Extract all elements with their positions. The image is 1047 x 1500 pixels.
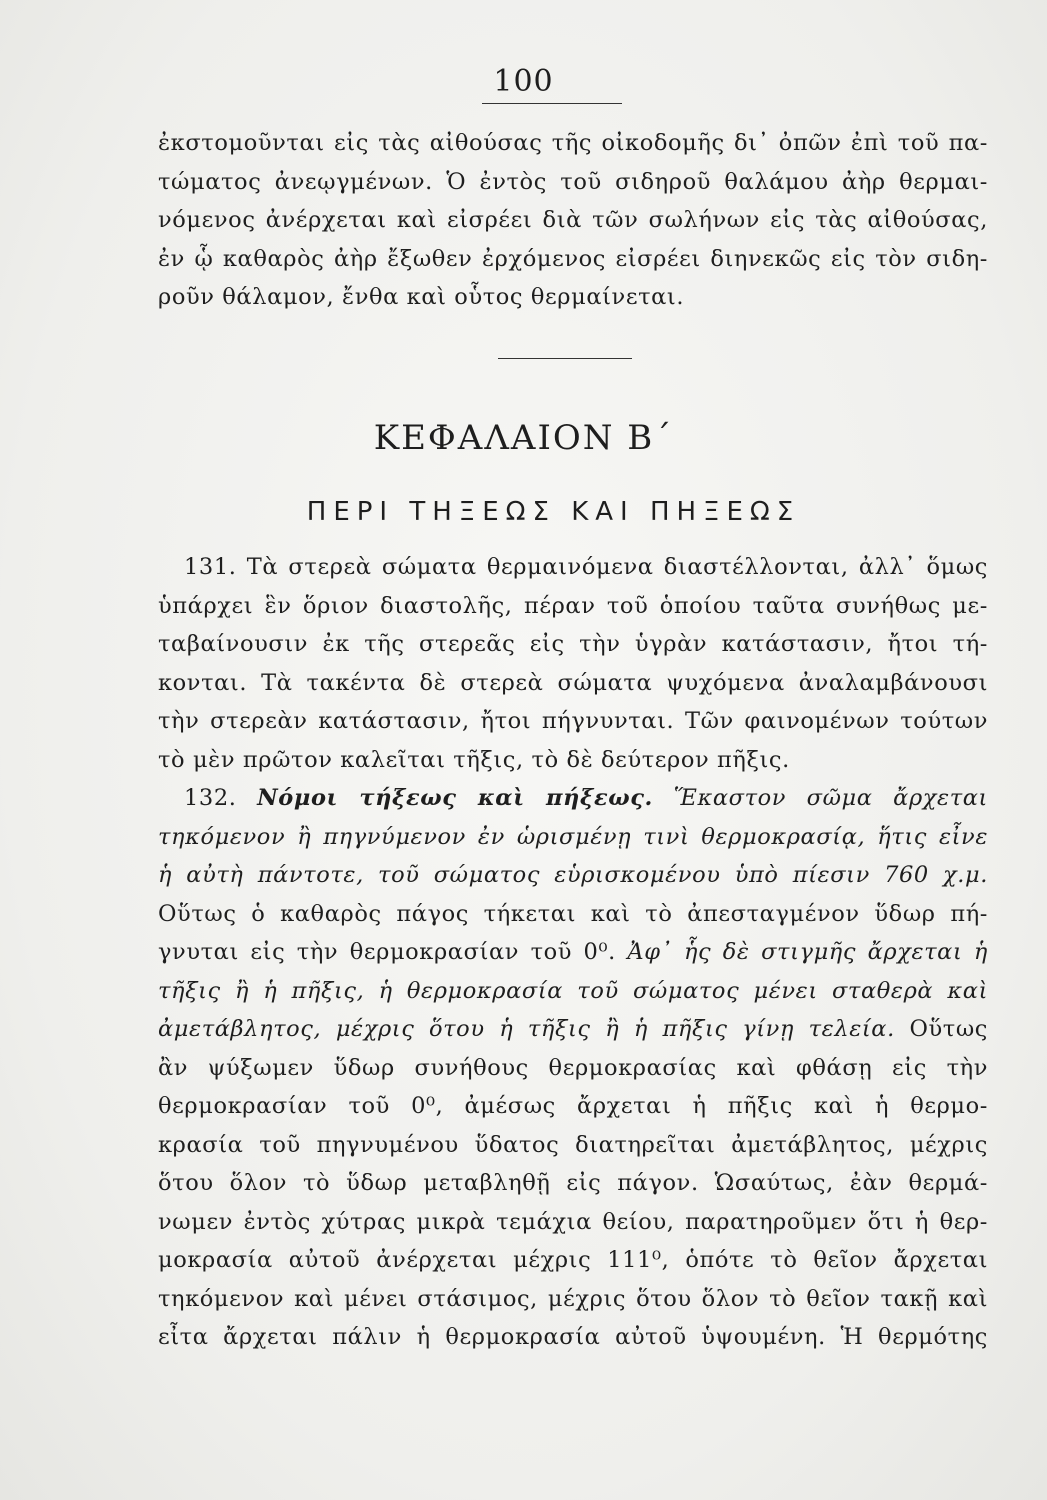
text-line: τὴν στερεὰν κατάστασιν, ἤτοι πήγνυνται. Τῶν φαινομένων τούτων <box>158 708 988 734</box>
top-paragraph <box>158 124 988 317</box>
section-divider <box>498 358 632 359</box>
text-line <box>158 1010 988 1049</box>
text-line: τώματος ἀνεῳγμένων. Ὁ ἐντὸς τοῦ σιδηροῦ θαλάμου ἀὴρ θερμαι- <box>158 168 988 195</box>
section-132 <box>158 779 988 1357</box>
section-131 <box>158 548 988 779</box>
text-line: τῆξις ἢ ἡ πῆξις, ἡ θερμοκρασία τοῦ σώματος μένει σταθερὰ καὶ <box>158 977 988 1004</box>
text-line: ὑπάρχει ἓν ὅριον διαστολῆς, πέραν τοῦ ὁποίου ταῦτα συνήθως με- <box>158 592 988 619</box>
page-number: 100 <box>493 64 554 99</box>
text-fragment: γνυται εἰς τὴν θερμοκρασίαν τοῦ 0⁰. <box>158 939 616 965</box>
text-line: τὸ μὲν πρῶτον καλεῖται τῆξις, τὸ δὲ δεύτερον πῆξις. <box>158 746 790 773</box>
text-line: ἐκστομοῦνται εἰς τὰς αἰθούσας τῆς οἰκοδομῆς δι᾽ ὀπῶν ἐπὶ τοῦ πα- <box>158 130 988 156</box>
text-line: ροῦν θάλαμον, ἔνθα καὶ οὗτος θερμαίνεται. <box>158 284 685 310</box>
text-fragment: ἀμετάβλητος, μέχρις ὅτου ἡ τῆξις ἢ ἡ πῆξις γίνῃ τελεία. <box>158 1016 895 1042</box>
header-rule <box>482 103 622 104</box>
text-fragment: Ἕκαστον σῶμα ἄρχεται <box>673 785 988 811</box>
text-line: Οὕτως ὁ καθαρὸς πάγος τήκεται καὶ τὸ ἀπεσταγμένον ὕδωρ πή- <box>158 900 988 927</box>
text-line <box>158 933 988 972</box>
text-fragment: Ἀφ᾽ ἧς δὲ στιγμῆς ἄρχεται ἡ <box>627 939 988 965</box>
text-line: νωμεν ἐντὸς χύτρας μικρὰ τεμάχια θείου, παρατηροῦμεν ὅτι ἡ θερ- <box>158 1208 988 1235</box>
text-line <box>158 779 988 818</box>
text-line: 131. Τὰ στερεὰ σώματα θερμαινόμενα διαστέλλονται, ἀλλ᾽ ὅμως <box>184 554 988 580</box>
text-fragment: Οὕτως <box>909 1016 988 1042</box>
text-line: ἂν ψύξωμεν ὕδωρ συνήθους θερμοκρασίας καὶ φθάσῃ εἰς τὴν <box>158 1054 988 1081</box>
text-line: ἡ αὐτὴ πάντοτε, τοῦ σώματος εὑρισκομένου ὑπὸ πίεσιν 760 χ.μ. <box>158 862 988 888</box>
text-line: θερμοκρασίαν τοῦ 0⁰, ἀμέσως ἄρχεται ἡ πῆξις καὶ ἡ θερμο- <box>158 1093 988 1119</box>
text-line: μοκρασία αὐτοῦ ἀνέρχεται μέχρις 111⁰, ὁπότε τὸ θεῖον ἄρχεται <box>158 1247 988 1273</box>
section-heading: Νόμοι τήξεως καὶ πήξεως. <box>257 785 653 811</box>
text-line: νόμενος ἀνέρχεται καὶ εἰσρέει διὰ τῶν σωλήνων εἰς τὰς αἰθούσας, <box>158 207 988 233</box>
text-line: κρασία τοῦ πηγνυμένου ὕδατος διατηρεῖται ἀμετάβλητος, μέχρις <box>158 1131 988 1158</box>
text-line: ἐν ᾧ καθαρὸς ἀὴρ ἔξωθεν ἐρχόμενος εἰσρέει διηνεκῶς εἰς τὸν σιδη- <box>158 245 988 272</box>
text-line: ὅτου ὅλον τὸ ὕδωρ μεταβληθῇ εἰς πάγον. Ὡσαύτως, ἐὰν θερμά- <box>158 1170 988 1196</box>
text-line: κονται. Τὰ τακέντα δὲ στερεὰ σώματα ψυχόμενα ἀναλαμβάνουσι <box>158 669 988 696</box>
text-line: τηκόμενον ἢ πηγνύμενον ἐν ὡρισμένῃ τινὶ θερμοκρασίᾳ, ἥτις εἶνε <box>158 823 988 850</box>
text-line: ταβαίνουσιν ἐκ τῆς στερεᾶς εἰς τὴν ὑγρὰν κατάστασιν, ἤτοι τή- <box>158 631 988 657</box>
chapter-subtitle: ΠΕΡΙ ΤΗΞΕΩΣ ΚΑΙ ΠΗΞΕΩΣ <box>306 497 801 527</box>
chapter-title: ΚΕΦΑΛΑΙΟΝ Β΄ <box>373 418 674 458</box>
text-line: τηκόμενον καὶ μένει στάσιμος, μέχρις ὅτου ὅλον τὸ θεῖον τακῇ καὶ <box>158 1285 988 1312</box>
section-number: 132. <box>184 785 237 811</box>
text-line: εἶτα ἄρχεται πάλιν ἡ θερμοκρασία αὐτοῦ ὑψουμένη. Ἡ θερμότης <box>158 1324 988 1350</box>
